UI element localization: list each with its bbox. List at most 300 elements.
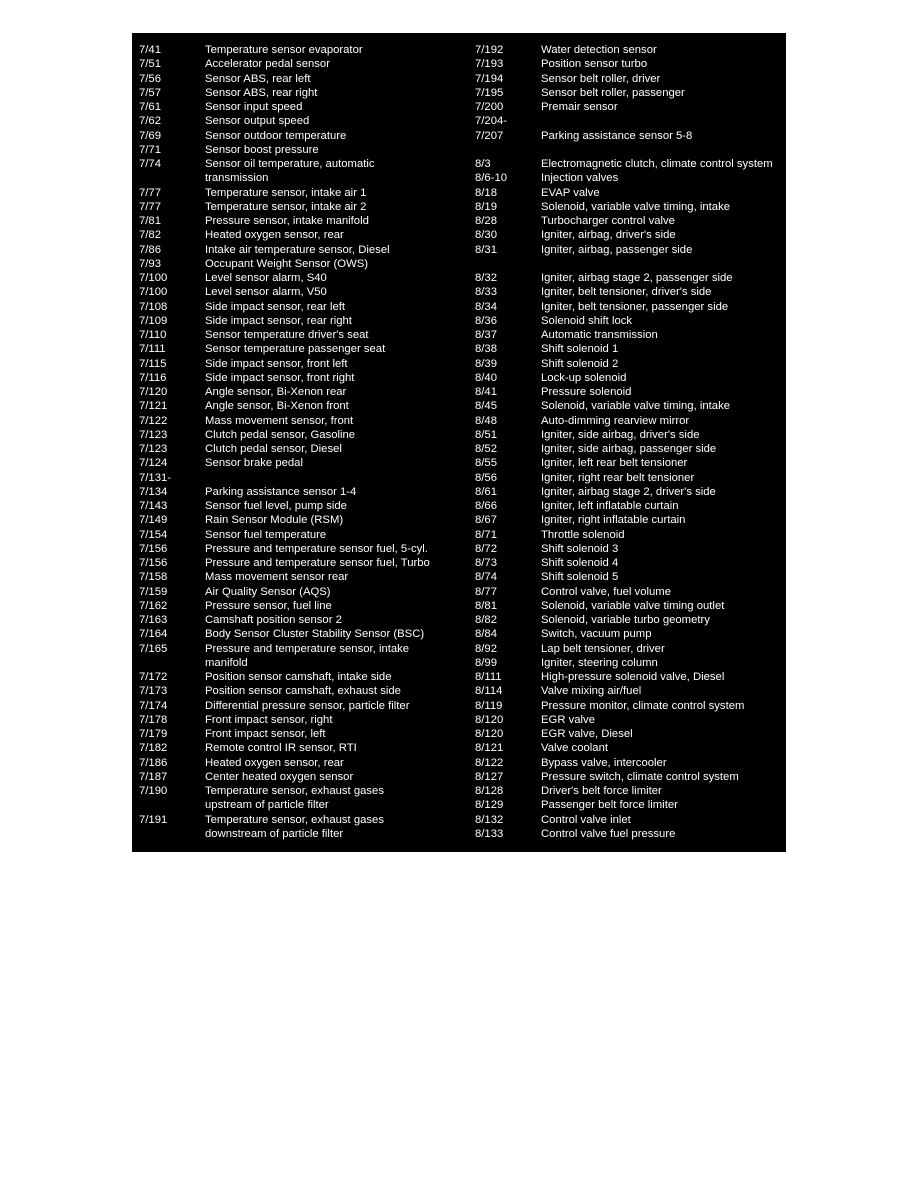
legend-row bbox=[475, 456, 781, 470]
component-code: 8/82 bbox=[475, 614, 497, 626]
legend-row bbox=[139, 86, 474, 100]
component-code: 8/34 bbox=[475, 300, 497, 313]
component-code: 8/133 bbox=[475, 827, 504, 840]
legend-row bbox=[475, 385, 781, 399]
component-description: Sensor oil temperature, automatic bbox=[205, 158, 375, 170]
legend-row bbox=[475, 528, 781, 542]
component-code: 8/114 bbox=[475, 685, 503, 698]
component-description: Position sensor turbo bbox=[541, 58, 648, 71]
legend-row bbox=[139, 300, 474, 314]
component-code: 8/39 bbox=[475, 357, 497, 370]
legend-row bbox=[475, 627, 781, 641]
legend-row bbox=[475, 756, 781, 770]
component-code: 7/51 bbox=[139, 58, 161, 71]
legend-row bbox=[139, 456, 474, 470]
component-code: 7/56 bbox=[139, 72, 161, 85]
component-code: 7/172 bbox=[139, 671, 168, 683]
legend-row bbox=[139, 813, 474, 827]
component-code: 7/115 bbox=[139, 357, 167, 370]
legend-row bbox=[139, 741, 474, 755]
component-code: 8/56 bbox=[475, 471, 497, 484]
legend-row bbox=[139, 556, 474, 570]
component-code: 7/62 bbox=[139, 115, 161, 128]
legend-row bbox=[139, 385, 474, 399]
component-code: 8/67 bbox=[475, 514, 497, 527]
component-description: Intake air temperature sensor, Diesel bbox=[205, 243, 390, 256]
component-description: Solenoid, variable valve timing, intake bbox=[541, 400, 731, 413]
component-code: 7/179 bbox=[139, 728, 168, 740]
legend-row bbox=[475, 129, 781, 143]
legend-row bbox=[139, 585, 474, 599]
legend-row bbox=[475, 300, 781, 314]
component-code: 7/162 bbox=[139, 599, 168, 612]
component-description: Igniter, airbag, passenger side bbox=[541, 243, 693, 256]
component-description: Pressure solenoid bbox=[541, 386, 632, 398]
component-description: Premair sensor bbox=[541, 101, 618, 113]
component-description: Differential pressure sensor, particle filter bbox=[205, 699, 410, 712]
legend-row bbox=[139, 613, 474, 627]
component-code: 8/18 bbox=[475, 186, 497, 199]
component-code: 7/81 bbox=[139, 215, 161, 227]
component-code: 7/74 bbox=[139, 158, 161, 170]
component-code: 7/174 bbox=[139, 699, 168, 712]
component-description: Igniter, airbag stage 2, driver's side bbox=[541, 485, 716, 498]
legend-row bbox=[139, 214, 474, 228]
component-description: Shift solenoid 3 bbox=[541, 542, 619, 555]
component-code: 7/77 bbox=[139, 200, 161, 213]
component-description: EGR valve bbox=[541, 713, 595, 726]
legend-row bbox=[475, 414, 781, 428]
legend-row bbox=[139, 371, 474, 385]
component-description: Sensor temperature passenger seat bbox=[205, 343, 386, 356]
component-description: Remote control IR sensor, RTI bbox=[205, 742, 357, 755]
component-code: 8/6-10 bbox=[475, 172, 508, 185]
legend-row bbox=[139, 43, 474, 57]
component-description: Sensor fuel temperature bbox=[205, 528, 327, 541]
component-description: Control valve inlet bbox=[541, 813, 631, 826]
component-legend-table bbox=[132, 33, 786, 852]
legend-row bbox=[475, 741, 781, 755]
component-description: Side impact sensor, front right bbox=[205, 371, 355, 384]
legend-row bbox=[475, 599, 781, 613]
component-description: Body Sensor Cluster Stability Sensor (BSC) bbox=[205, 628, 425, 641]
component-code: 8/33 bbox=[475, 286, 497, 299]
left-column bbox=[139, 43, 474, 841]
component-description bbox=[541, 143, 781, 157]
legend-row bbox=[475, 342, 781, 356]
legend-row bbox=[475, 357, 781, 371]
component-description: Shift solenoid 4 bbox=[541, 557, 619, 569]
component-code: 7/165 bbox=[139, 642, 168, 655]
legend-row bbox=[139, 257, 474, 271]
component-description: Sensor ABS, rear left bbox=[205, 72, 311, 85]
legend-row bbox=[475, 656, 781, 670]
component-description: Occupant Weight Sensor (OWS) bbox=[205, 257, 369, 270]
component-code: 7/191 bbox=[139, 813, 168, 826]
legend-row bbox=[475, 713, 781, 727]
component-code: 7/192 bbox=[475, 44, 504, 56]
component-code: 7/200 bbox=[475, 101, 504, 113]
component-code: 7/159 bbox=[139, 585, 168, 598]
component-code: 7/149 bbox=[139, 514, 168, 527]
component-description: Passenger belt force limiter bbox=[541, 799, 678, 812]
component-description: Sensor brake pedal bbox=[205, 457, 303, 470]
component-description: Control valve, fuel volume bbox=[541, 585, 671, 598]
legend-row bbox=[139, 171, 474, 185]
component-code: 8/36 bbox=[475, 314, 497, 327]
legend-row bbox=[139, 357, 474, 371]
component-code: 7/178 bbox=[139, 713, 168, 726]
legend-row bbox=[475, 228, 781, 242]
legend-row bbox=[475, 670, 781, 684]
component-code: 7/111 bbox=[139, 343, 166, 356]
component-code: 7/120 bbox=[139, 386, 168, 398]
legend-row bbox=[475, 399, 781, 413]
legend-row bbox=[475, 57, 781, 71]
legend-row bbox=[475, 798, 781, 812]
legend-row bbox=[139, 328, 474, 342]
legend-row bbox=[139, 570, 474, 584]
legend-row bbox=[139, 713, 474, 727]
component-code: 8/73 bbox=[475, 557, 497, 569]
component-code bbox=[139, 798, 205, 812]
legend-row bbox=[139, 770, 474, 784]
legend-row bbox=[475, 485, 781, 499]
legend-row bbox=[475, 371, 781, 385]
component-code: 8/38 bbox=[475, 343, 497, 356]
component-description: Temperature sensor, exhaust gases bbox=[205, 813, 384, 826]
component-code: 7/100 bbox=[139, 286, 168, 299]
legend-row bbox=[475, 86, 781, 100]
legend-row bbox=[475, 72, 781, 86]
component-code: 7/86 bbox=[139, 243, 161, 256]
component-code: 8/41 bbox=[475, 386, 497, 398]
component-code: 8/132 bbox=[475, 813, 504, 826]
legend-row bbox=[139, 656, 474, 670]
component-description: Igniter, right inflatable curtain bbox=[541, 514, 686, 527]
component-code: 7/131- bbox=[139, 471, 172, 484]
legend-row bbox=[139, 57, 474, 71]
component-description: Lap belt tensioner, driver bbox=[541, 642, 665, 655]
component-description: Igniter, airbag stage 2, passenger side bbox=[541, 272, 733, 284]
component-code: 8/30 bbox=[475, 229, 497, 242]
component-description: Temperature sensor, intake air 2 bbox=[205, 200, 367, 213]
component-code bbox=[475, 143, 541, 157]
component-code: 8/51 bbox=[475, 428, 497, 441]
component-code: 8/52 bbox=[475, 443, 497, 455]
component-code: 7/123 bbox=[139, 443, 168, 455]
component-code: 8/74 bbox=[475, 571, 497, 584]
legend-row bbox=[139, 784, 474, 798]
component-code: 7/158 bbox=[139, 571, 168, 584]
component-description: manifold bbox=[205, 656, 248, 669]
component-code: 8/99 bbox=[475, 656, 497, 669]
component-description: Front impact sensor, right bbox=[205, 713, 333, 726]
component-description: Valve coolant bbox=[541, 742, 608, 755]
legend-row bbox=[139, 200, 474, 214]
legend-row bbox=[475, 171, 781, 185]
component-description: Pressure and temperature sensor fuel, 5-cyl. bbox=[205, 542, 428, 555]
legend-row bbox=[475, 157, 781, 171]
component-description: Heated oxygen sensor, rear bbox=[205, 756, 344, 769]
legend-row bbox=[475, 257, 781, 271]
legend-row bbox=[139, 684, 474, 698]
component-description: Center heated oxygen sensor bbox=[205, 770, 354, 783]
legend-row bbox=[475, 100, 781, 114]
component-code: 7/116 bbox=[139, 371, 167, 384]
component-description: transmission bbox=[205, 172, 269, 185]
legend-row bbox=[475, 214, 781, 228]
legend-row bbox=[139, 756, 474, 770]
component-code: 7/195 bbox=[475, 86, 504, 99]
legend-row bbox=[139, 542, 474, 556]
legend-row bbox=[475, 613, 781, 627]
component-code: 8/92 bbox=[475, 642, 497, 655]
component-description bbox=[541, 257, 781, 271]
component-code: 7/134 bbox=[139, 485, 168, 498]
component-description: Pressure monitor, climate control system bbox=[541, 699, 745, 712]
component-code: 8/119 bbox=[475, 699, 503, 712]
component-code: 7/82 bbox=[139, 229, 161, 242]
legend-row bbox=[139, 399, 474, 413]
legend-row bbox=[139, 428, 474, 442]
component-description: EGR valve, Diesel bbox=[541, 728, 633, 740]
component-code: 7/156 bbox=[139, 557, 168, 569]
legend-row bbox=[139, 699, 474, 713]
component-description: Igniter, belt tensioner, driver's side bbox=[541, 286, 712, 299]
component-code: 8/84 bbox=[475, 628, 497, 641]
legend-row bbox=[139, 727, 474, 741]
legend-row bbox=[475, 328, 781, 342]
legend-row bbox=[475, 542, 781, 556]
component-code: 8/45 bbox=[475, 400, 497, 413]
component-code: 8/28 bbox=[475, 215, 497, 227]
legend-row bbox=[475, 585, 781, 599]
component-description: Parking assistance sensor 1-4 bbox=[205, 485, 357, 498]
component-code: 7/124 bbox=[139, 457, 168, 470]
legend-row bbox=[475, 784, 781, 798]
component-description: High-pressure solenoid valve, Diesel bbox=[541, 671, 725, 683]
legend-row bbox=[475, 428, 781, 442]
legend-row bbox=[475, 243, 781, 257]
component-description: Igniter, right rear belt tensioner bbox=[541, 471, 695, 484]
legend-row bbox=[475, 699, 781, 713]
legend-row bbox=[139, 471, 474, 485]
component-description: Throttle solenoid bbox=[541, 528, 625, 541]
component-description: Igniter, left rear belt tensioner bbox=[541, 457, 688, 470]
component-description: Heated oxygen sensor, rear bbox=[205, 229, 344, 242]
component-description: Sensor input speed bbox=[205, 101, 303, 113]
component-code: 7/187 bbox=[139, 770, 168, 783]
component-code: 8/120 bbox=[475, 728, 504, 740]
component-description: Pressure sensor, intake manifold bbox=[205, 215, 369, 227]
legend-row bbox=[139, 528, 474, 542]
legend-row bbox=[139, 485, 474, 499]
component-description: Side impact sensor, front left bbox=[205, 357, 348, 370]
component-description: Automatic transmission bbox=[541, 329, 658, 341]
component-description: upstream of particle filter bbox=[205, 799, 329, 812]
legend-row bbox=[139, 642, 474, 656]
component-code: 8/111 bbox=[475, 671, 502, 683]
component-code bbox=[139, 827, 205, 841]
legend-row bbox=[139, 271, 474, 285]
component-code: 7/57 bbox=[139, 86, 161, 99]
legend-row bbox=[139, 157, 474, 171]
component-code: 7/71 bbox=[139, 143, 161, 156]
component-description: Sensor outdoor temperature bbox=[205, 129, 347, 142]
legend-row bbox=[475, 271, 781, 285]
component-code: 7/69 bbox=[139, 129, 161, 142]
component-code: 7/122 bbox=[139, 414, 168, 427]
component-code: 7/154 bbox=[139, 528, 168, 541]
legend-row bbox=[139, 499, 474, 513]
component-code: 8/48 bbox=[475, 414, 497, 427]
component-code: 8/37 bbox=[475, 329, 497, 341]
component-description: Switch, vacuum pump bbox=[541, 628, 652, 641]
component-code: 7/109 bbox=[139, 314, 168, 327]
component-description: Control valve fuel pressure bbox=[541, 827, 676, 840]
component-description: Sensor boost pressure bbox=[205, 143, 319, 156]
component-description: Igniter, side airbag, passenger side bbox=[541, 443, 717, 455]
legend-row bbox=[139, 186, 474, 200]
component-description: Level sensor alarm, S40 bbox=[205, 272, 327, 284]
component-description: Sensor belt roller, passenger bbox=[541, 86, 685, 99]
component-code: 7/186 bbox=[139, 756, 168, 769]
legend-row bbox=[139, 513, 474, 527]
component-description: Pressure sensor, fuel line bbox=[205, 599, 332, 612]
component-code: 7/207 bbox=[475, 129, 504, 142]
component-description: Level sensor alarm, V50 bbox=[205, 286, 327, 299]
component-code: 7/193 bbox=[475, 58, 504, 71]
legend-row bbox=[139, 228, 474, 242]
component-description: Lock-up solenoid bbox=[541, 371, 627, 384]
legend-row bbox=[139, 798, 474, 812]
component-code: 8/121 bbox=[475, 742, 504, 755]
component-code: 8/66 bbox=[475, 500, 497, 512]
component-code: 7/204- bbox=[475, 115, 508, 128]
legend-row bbox=[475, 285, 781, 299]
component-description: Bypass valve, intercooler bbox=[541, 756, 667, 769]
component-description: Temperature sensor, exhaust gases bbox=[205, 785, 384, 797]
component-code: 7/121 bbox=[139, 400, 168, 413]
legend-row bbox=[139, 599, 474, 613]
legend-row bbox=[475, 471, 781, 485]
component-code bbox=[139, 171, 205, 185]
component-code: 8/3 bbox=[475, 158, 491, 170]
component-description: Injection valves bbox=[541, 172, 619, 185]
component-description: Igniter, belt tensioner, passenger side bbox=[541, 300, 729, 313]
component-code: 7/41 bbox=[139, 44, 161, 56]
legend-row bbox=[475, 642, 781, 656]
component-description: Sensor fuel level, pump side bbox=[205, 500, 347, 512]
legend-row bbox=[139, 143, 474, 157]
component-code: 7/190 bbox=[139, 785, 168, 797]
component-description: Driver's belt force limiter bbox=[541, 785, 662, 797]
component-description: Clutch pedal sensor, Gasoline bbox=[205, 428, 356, 441]
component-description: Angle sensor, Bi-Xenon front bbox=[205, 400, 349, 413]
legend-row bbox=[475, 827, 781, 841]
component-code: 7/108 bbox=[139, 300, 168, 313]
legend-row bbox=[139, 129, 474, 143]
component-description: Parking assistance sensor 5-8 bbox=[541, 129, 693, 142]
component-description: Pressure and temperature sensor fuel, Turbo bbox=[205, 557, 430, 569]
component-description: Camshaft position sensor 2 bbox=[205, 614, 342, 626]
component-code: 7/173 bbox=[139, 685, 168, 698]
component-description: Mass movement sensor rear bbox=[205, 571, 349, 584]
legend-row bbox=[475, 186, 781, 200]
component-description: Rain Sensor Module (RSM) bbox=[205, 514, 344, 527]
component-description: Air Quality Sensor (AQS) bbox=[205, 585, 331, 598]
component-description: Solenoid, variable valve timing outlet bbox=[541, 599, 725, 612]
component-code: 7/100 bbox=[139, 272, 168, 284]
component-code: 8/61 bbox=[475, 485, 497, 498]
component-description: Water detection sensor bbox=[541, 44, 657, 56]
component-description: Angle sensor, Bi-Xenon rear bbox=[205, 386, 347, 398]
component-description: Mass movement sensor, front bbox=[205, 414, 354, 427]
legend-row bbox=[139, 100, 474, 114]
component-description: Pressure switch, climate control system bbox=[541, 770, 739, 783]
legend-row bbox=[475, 200, 781, 214]
component-code: 8/31 bbox=[475, 243, 497, 256]
legend-row bbox=[139, 72, 474, 86]
component-code: 8/122 bbox=[475, 756, 504, 769]
component-code: 7/163 bbox=[139, 614, 168, 626]
component-description: Accelerator pedal sensor bbox=[205, 58, 330, 71]
component-code bbox=[475, 257, 541, 271]
component-code: 8/127 bbox=[475, 770, 504, 783]
component-code: 8/129 bbox=[475, 799, 504, 812]
component-code: 8/72 bbox=[475, 542, 497, 555]
component-description: Front impact sensor, left bbox=[205, 728, 326, 740]
legend-row bbox=[475, 314, 781, 328]
legend-row bbox=[475, 813, 781, 827]
component-code: 7/110 bbox=[139, 329, 167, 341]
component-code: 8/32 bbox=[475, 272, 497, 284]
component-description: Igniter, steering column bbox=[541, 656, 658, 669]
legend-row bbox=[139, 442, 474, 456]
component-description: Valve mixing air/fuel bbox=[541, 685, 642, 698]
component-code: 7/123 bbox=[139, 428, 168, 441]
component-code: 8/77 bbox=[475, 585, 497, 598]
component-code: 8/71 bbox=[475, 528, 497, 541]
component-code: 7/194 bbox=[475, 72, 504, 85]
component-code: 7/156 bbox=[139, 542, 168, 555]
component-code: 7/164 bbox=[139, 628, 168, 641]
component-code: 8/128 bbox=[475, 785, 504, 797]
component-code: 7/143 bbox=[139, 500, 168, 512]
legend-row bbox=[475, 442, 781, 456]
right-column bbox=[475, 43, 781, 841]
component-code: 7/93 bbox=[139, 257, 161, 270]
component-description: EVAP valve bbox=[541, 186, 600, 199]
legend-row bbox=[139, 342, 474, 356]
component-code: 7/61 bbox=[139, 101, 161, 113]
component-code: 7/182 bbox=[139, 742, 168, 755]
legend-row bbox=[139, 114, 474, 128]
legend-row bbox=[475, 570, 781, 584]
component-description: Position sensor camshaft, intake side bbox=[205, 671, 392, 683]
component-description: Igniter, airbag, driver's side bbox=[541, 229, 676, 242]
legend-row bbox=[475, 556, 781, 570]
legend-row bbox=[139, 285, 474, 299]
legend-row bbox=[139, 827, 474, 841]
component-description: Pressure and temperature sensor, intake bbox=[205, 642, 410, 655]
component-description: Side impact sensor, rear right bbox=[205, 314, 352, 327]
component-description: Side impact sensor, rear left bbox=[205, 300, 346, 313]
component-description: Sensor temperature driver's seat bbox=[205, 329, 369, 341]
component-description: Igniter, side airbag, driver's side bbox=[541, 428, 700, 441]
component-description: Clutch pedal sensor, Diesel bbox=[205, 443, 342, 455]
